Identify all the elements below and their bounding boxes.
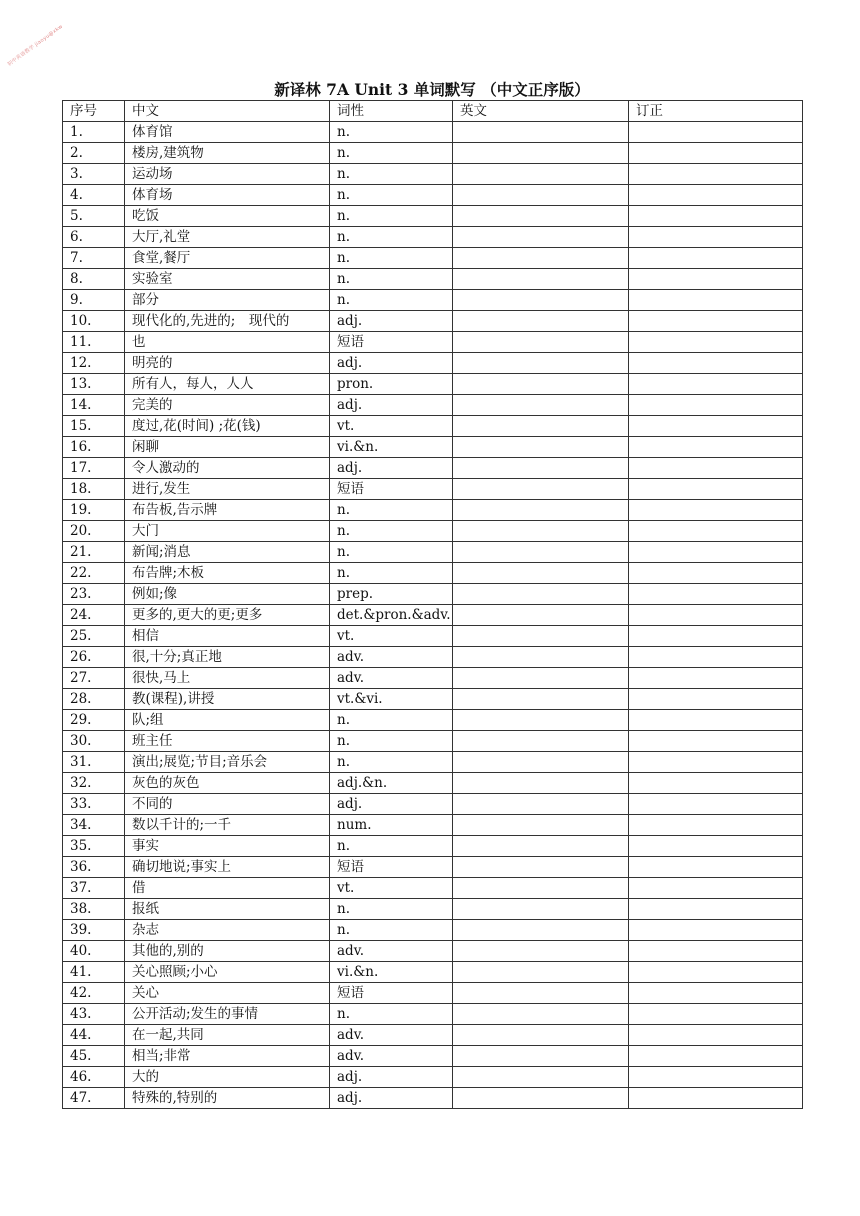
english-answer-cell[interactable] — [453, 332, 629, 353]
chinese-cell: 运动场 — [125, 164, 330, 185]
table-row — [63, 647, 803, 668]
index-cell: 13. — [63, 374, 125, 395]
chinese-cell: 度过,花(时间) ;花(钱) — [125, 416, 330, 437]
chinese-cell: 所有人，每人，人人 — [125, 374, 330, 395]
english-answer-cell[interactable] — [453, 1004, 629, 1025]
index-cell: 2. — [63, 143, 125, 164]
index-cell: 36. — [63, 857, 125, 878]
chinese-cell: 部分 — [125, 290, 330, 311]
part-of-speech-cell: n. — [330, 521, 453, 542]
english-answer-cell[interactable] — [453, 752, 629, 773]
correction-cell[interactable] — [629, 332, 803, 353]
index-cell: 3. — [63, 164, 125, 185]
chinese-cell: 相当;非常 — [125, 1046, 330, 1067]
part-of-speech-cell: n. — [330, 731, 453, 752]
english-answer-cell[interactable] — [453, 983, 629, 1004]
table-row — [63, 437, 803, 458]
page-title: 新译林 7A Unit 3 单词默写 （中文正序版） — [274, 80, 590, 99]
english-answer-cell[interactable] — [453, 1025, 629, 1046]
index-cell: 35. — [63, 836, 125, 857]
correction-cell[interactable] — [629, 584, 803, 605]
index-cell: 25. — [63, 626, 125, 647]
table-row — [63, 773, 803, 794]
index-cell: 6. — [63, 227, 125, 248]
index-cell: 41. — [63, 962, 125, 983]
english-answer-cell[interactable] — [453, 710, 629, 731]
part-of-speech-cell: vt. — [330, 878, 453, 899]
part-of-speech-cell: n. — [330, 710, 453, 731]
table-row — [63, 248, 803, 269]
table-row — [63, 857, 803, 878]
table-row — [63, 815, 803, 836]
table-row — [63, 626, 803, 647]
part-of-speech-cell: 短语 — [330, 332, 453, 353]
chinese-cell: 闲聊 — [125, 437, 330, 458]
table-row — [63, 1004, 803, 1025]
correction-cell[interactable] — [629, 815, 803, 836]
correction-cell[interactable] — [629, 773, 803, 794]
part-of-speech-cell: vt. — [330, 626, 453, 647]
index-cell: 12. — [63, 353, 125, 374]
english-answer-cell[interactable] — [453, 899, 629, 920]
correction-cell[interactable] — [629, 1046, 803, 1067]
chinese-cell: 例如;像 — [125, 584, 330, 605]
chinese-cell: 教(课程),讲授 — [125, 689, 330, 710]
part-of-speech-cell: n. — [330, 269, 453, 290]
chinese-cell: 队;组 — [125, 710, 330, 731]
part-of-speech-cell: adj.&n. — [330, 773, 453, 794]
correction-cell[interactable] — [629, 269, 803, 290]
index-cell: 22. — [63, 563, 125, 584]
correction-cell[interactable] — [629, 647, 803, 668]
chinese-cell: 在一起,共同 — [125, 1025, 330, 1046]
english-answer-cell[interactable] — [453, 815, 629, 836]
chinese-cell: 体育馆 — [125, 122, 330, 143]
table-row — [63, 752, 803, 773]
index-cell: 15. — [63, 416, 125, 437]
correction-cell[interactable] — [629, 437, 803, 458]
english-answer-cell[interactable] — [453, 164, 629, 185]
chinese-cell: 体育场 — [125, 185, 330, 206]
chinese-cell: 演出;展览;节目;音乐会 — [125, 752, 330, 773]
correction-cell[interactable] — [629, 794, 803, 815]
part-of-speech-cell: pron. — [330, 374, 453, 395]
chinese-cell: 杂志 — [125, 920, 330, 941]
english-answer-cell[interactable] — [453, 521, 629, 542]
correction-cell[interactable] — [629, 542, 803, 563]
correction-cell[interactable] — [629, 1004, 803, 1025]
part-of-speech-cell: adj. — [330, 353, 453, 374]
header-chinese: 中文 — [125, 101, 330, 122]
english-answer-cell[interactable] — [453, 416, 629, 437]
correction-cell[interactable] — [629, 164, 803, 185]
correction-cell[interactable] — [629, 227, 803, 248]
index-cell: 1. — [63, 122, 125, 143]
index-cell: 37. — [63, 878, 125, 899]
chinese-cell: 大厅,礼堂 — [125, 227, 330, 248]
table-row — [63, 941, 803, 962]
chinese-cell: 灰色的灰色 — [125, 773, 330, 794]
table-row — [63, 878, 803, 899]
index-cell: 33. — [63, 794, 125, 815]
correction-cell[interactable] — [629, 479, 803, 500]
english-answer-cell[interactable] — [453, 689, 629, 710]
correction-cell[interactable] — [629, 185, 803, 206]
correction-cell[interactable] — [629, 563, 803, 584]
correction-cell[interactable] — [629, 353, 803, 374]
english-answer-cell[interactable] — [453, 1046, 629, 1067]
part-of-speech-cell: adv. — [330, 647, 453, 668]
part-of-speech-cell: n. — [330, 752, 453, 773]
index-cell: 11. — [63, 332, 125, 353]
table-row — [63, 689, 803, 710]
table-row — [63, 458, 803, 479]
index-cell: 19. — [63, 500, 125, 521]
english-answer-cell[interactable] — [453, 794, 629, 815]
index-cell: 47. — [63, 1088, 125, 1109]
index-cell: 31. — [63, 752, 125, 773]
index-cell: 40. — [63, 941, 125, 962]
part-of-speech-cell: n. — [330, 143, 453, 164]
english-answer-cell[interactable] — [453, 605, 629, 626]
english-answer-cell[interactable] — [453, 185, 629, 206]
chinese-cell: 很,十分;真正地 — [125, 647, 330, 668]
table-row — [63, 563, 803, 584]
chinese-cell: 特殊的,特别的 — [125, 1088, 330, 1109]
part-of-speech-cell: n. — [330, 500, 453, 521]
table-row — [63, 395, 803, 416]
table-row — [63, 269, 803, 290]
part-of-speech-cell: vt. — [330, 416, 453, 437]
part-of-speech-cell: adj. — [330, 1088, 453, 1109]
correction-cell[interactable] — [629, 122, 803, 143]
english-answer-cell[interactable] — [453, 731, 629, 752]
part-of-speech-cell: n. — [330, 1004, 453, 1025]
chinese-cell: 相信 — [125, 626, 330, 647]
index-cell: 42. — [63, 983, 125, 1004]
table-row — [63, 731, 803, 752]
english-answer-cell[interactable] — [453, 920, 629, 941]
english-answer-cell[interactable] — [453, 227, 629, 248]
table-row — [63, 353, 803, 374]
english-answer-cell[interactable] — [453, 353, 629, 374]
index-cell: 38. — [63, 899, 125, 920]
index-cell: 30. — [63, 731, 125, 752]
english-answer-cell[interactable] — [453, 269, 629, 290]
index-cell: 23. — [63, 584, 125, 605]
part-of-speech-cell: n. — [330, 290, 453, 311]
chinese-cell: 新闻;消息 — [125, 542, 330, 563]
chinese-cell: 进行,发生 — [125, 479, 330, 500]
chinese-cell: 很快,马上 — [125, 668, 330, 689]
english-answer-cell[interactable] — [453, 1088, 629, 1109]
table-row — [63, 1025, 803, 1046]
correction-cell[interactable] — [629, 878, 803, 899]
part-of-speech-cell: num. — [330, 815, 453, 836]
correction-cell[interactable] — [629, 206, 803, 227]
english-answer-cell[interactable] — [453, 542, 629, 563]
correction-cell[interactable] — [629, 920, 803, 941]
part-of-speech-cell: n. — [330, 836, 453, 857]
part-of-speech-cell: n. — [330, 122, 453, 143]
part-of-speech-cell: n. — [330, 563, 453, 584]
english-answer-cell[interactable] — [453, 290, 629, 311]
correction-cell[interactable] — [629, 248, 803, 269]
index-cell: 16. — [63, 437, 125, 458]
chinese-cell: 布告牌;木板 — [125, 563, 330, 584]
chinese-cell: 实验室 — [125, 269, 330, 290]
correction-cell[interactable] — [629, 668, 803, 689]
index-cell: 46. — [63, 1067, 125, 1088]
chinese-cell: 布告板,告示牌 — [125, 500, 330, 521]
part-of-speech-cell: vt.&vi. — [330, 689, 453, 710]
index-cell: 4. — [63, 185, 125, 206]
chinese-cell: 借 — [125, 878, 330, 899]
header-english: 英文 — [453, 101, 629, 122]
table-row — [63, 542, 803, 563]
english-answer-cell[interactable] — [453, 773, 629, 794]
part-of-speech-cell: adj. — [330, 794, 453, 815]
chinese-cell: 楼房,建筑物 — [125, 143, 330, 164]
chinese-cell: 公开活动;发生的事情 — [125, 1004, 330, 1025]
english-answer-cell[interactable] — [453, 374, 629, 395]
table-row — [63, 983, 803, 1004]
index-cell: 45. — [63, 1046, 125, 1067]
part-of-speech-cell: adv. — [330, 1025, 453, 1046]
table-row — [63, 605, 803, 626]
vocabulary-table — [62, 100, 803, 1109]
part-of-speech-cell: adj. — [330, 395, 453, 416]
table-row — [63, 962, 803, 983]
correction-cell[interactable] — [629, 941, 803, 962]
correction-cell[interactable] — [629, 857, 803, 878]
correction-cell[interactable] — [629, 374, 803, 395]
index-cell: 17. — [63, 458, 125, 479]
chinese-cell: 其他的,别的 — [125, 941, 330, 962]
index-cell: 9. — [63, 290, 125, 311]
chinese-cell: 也 — [125, 332, 330, 353]
part-of-speech-cell: adj. — [330, 311, 453, 332]
table-row — [63, 290, 803, 311]
chinese-cell: 令人激动的 — [125, 458, 330, 479]
correction-cell[interactable] — [629, 416, 803, 437]
part-of-speech-cell: 短语 — [330, 857, 453, 878]
header-part-of-speech: 词性 — [330, 101, 453, 122]
table-row — [63, 521, 803, 542]
correction-cell[interactable] — [629, 605, 803, 626]
index-cell: 34. — [63, 815, 125, 836]
table-row — [63, 227, 803, 248]
part-of-speech-cell: n. — [330, 248, 453, 269]
table-row — [63, 374, 803, 395]
english-answer-cell[interactable] — [453, 1067, 629, 1088]
part-of-speech-cell: vi.&n. — [330, 437, 453, 458]
part-of-speech-cell: det.&pron.&adv. — [330, 605, 453, 626]
table-row — [63, 920, 803, 941]
table-row — [63, 836, 803, 857]
part-of-speech-cell: n. — [330, 227, 453, 248]
index-cell: 43. — [63, 1004, 125, 1025]
table-row — [63, 164, 803, 185]
english-answer-cell[interactable] — [453, 122, 629, 143]
chinese-cell: 班主任 — [125, 731, 330, 752]
table-header-row — [63, 101, 803, 122]
watermark: 初中英语教学 jiaoyu@xkw — [6, 23, 65, 68]
chinese-cell: 确切地说;事实上 — [125, 857, 330, 878]
english-answer-cell[interactable] — [453, 857, 629, 878]
table-row — [63, 311, 803, 332]
chinese-cell: 关心照顾;小心 — [125, 962, 330, 983]
table-row — [63, 1067, 803, 1088]
part-of-speech-cell: 短语 — [330, 479, 453, 500]
index-cell: 44. — [63, 1025, 125, 1046]
index-cell: 21. — [63, 542, 125, 563]
chinese-cell: 更多的,更大的更;更多 — [125, 605, 330, 626]
index-cell: 5. — [63, 206, 125, 227]
correction-cell[interactable] — [629, 710, 803, 731]
part-of-speech-cell: n. — [330, 899, 453, 920]
index-cell: 14. — [63, 395, 125, 416]
table-row — [63, 500, 803, 521]
part-of-speech-cell: adj. — [330, 1067, 453, 1088]
english-answer-cell[interactable] — [453, 584, 629, 605]
index-cell: 8. — [63, 269, 125, 290]
chinese-cell: 现代化的,先进的; 现代的 — [125, 311, 330, 332]
correction-cell[interactable] — [629, 1025, 803, 1046]
chinese-cell: 明亮的 — [125, 353, 330, 374]
index-cell: 28. — [63, 689, 125, 710]
chinese-cell: 报纸 — [125, 899, 330, 920]
chinese-cell: 大的 — [125, 1067, 330, 1088]
english-answer-cell[interactable] — [453, 962, 629, 983]
correction-cell[interactable] — [629, 899, 803, 920]
table-row — [63, 206, 803, 227]
table-row — [63, 794, 803, 815]
table-row — [63, 1046, 803, 1067]
index-cell: 20. — [63, 521, 125, 542]
english-answer-cell[interactable] — [453, 311, 629, 332]
correction-cell[interactable] — [629, 311, 803, 332]
english-answer-cell[interactable] — [453, 878, 629, 899]
correction-cell[interactable] — [629, 458, 803, 479]
table-row — [63, 479, 803, 500]
chinese-cell: 食堂,餐厅 — [125, 248, 330, 269]
correction-cell[interactable] — [629, 500, 803, 521]
table-row — [63, 332, 803, 353]
index-cell: 32. — [63, 773, 125, 794]
part-of-speech-cell: adj. — [330, 458, 453, 479]
index-cell: 10. — [63, 311, 125, 332]
table-row — [63, 899, 803, 920]
table-row — [63, 710, 803, 731]
english-answer-cell[interactable] — [453, 941, 629, 962]
english-answer-cell[interactable] — [453, 479, 629, 500]
english-answer-cell[interactable] — [453, 458, 629, 479]
correction-cell[interactable] — [629, 1067, 803, 1088]
part-of-speech-cell: adv. — [330, 1046, 453, 1067]
chinese-cell: 事实 — [125, 836, 330, 857]
correction-cell[interactable] — [629, 290, 803, 311]
index-cell: 24. — [63, 605, 125, 626]
part-of-speech-cell: adv. — [330, 941, 453, 962]
part-of-speech-cell: n. — [330, 920, 453, 941]
part-of-speech-cell: 短语 — [330, 983, 453, 1004]
correction-cell[interactable] — [629, 836, 803, 857]
chinese-cell: 吃饭 — [125, 206, 330, 227]
part-of-speech-cell: n. — [330, 185, 453, 206]
correction-cell[interactable] — [629, 143, 803, 164]
table-row — [63, 122, 803, 143]
english-answer-cell[interactable] — [453, 647, 629, 668]
part-of-speech-cell: n. — [330, 206, 453, 227]
table-row — [63, 1088, 803, 1109]
english-answer-cell[interactable] — [453, 500, 629, 521]
english-answer-cell[interactable] — [453, 563, 629, 584]
chinese-cell: 完美的 — [125, 395, 330, 416]
chinese-cell: 大门 — [125, 521, 330, 542]
table-row — [63, 416, 803, 437]
english-answer-cell[interactable] — [453, 248, 629, 269]
correction-cell[interactable] — [629, 395, 803, 416]
header-correction: 订正 — [629, 101, 803, 122]
table-row — [63, 584, 803, 605]
english-answer-cell[interactable] — [453, 206, 629, 227]
index-cell: 18. — [63, 479, 125, 500]
header-index: 序号 — [63, 101, 125, 122]
index-cell: 39. — [63, 920, 125, 941]
part-of-speech-cell: vi.&n. — [330, 962, 453, 983]
index-cell: 7. — [63, 248, 125, 269]
index-cell: 26. — [63, 647, 125, 668]
correction-cell[interactable] — [629, 521, 803, 542]
correction-cell[interactable] — [629, 752, 803, 773]
english-answer-cell[interactable] — [453, 143, 629, 164]
correction-cell[interactable] — [629, 983, 803, 1004]
chinese-cell: 关心 — [125, 983, 330, 1004]
part-of-speech-cell: adv. — [330, 668, 453, 689]
correction-cell[interactable] — [629, 962, 803, 983]
table-row — [63, 668, 803, 689]
table-row — [63, 143, 803, 164]
part-of-speech-cell: n. — [330, 164, 453, 185]
english-answer-cell[interactable] — [453, 836, 629, 857]
correction-cell[interactable] — [629, 1088, 803, 1109]
english-answer-cell[interactable] — [453, 668, 629, 689]
correction-cell[interactable] — [629, 626, 803, 647]
part-of-speech-cell: prep. — [330, 584, 453, 605]
index-cell: 29. — [63, 710, 125, 731]
english-answer-cell[interactable] — [453, 395, 629, 416]
english-answer-cell[interactable] — [453, 626, 629, 647]
part-of-speech-cell: n. — [330, 542, 453, 563]
table-row — [63, 185, 803, 206]
correction-cell[interactable] — [629, 689, 803, 710]
english-answer-cell[interactable] — [453, 437, 629, 458]
chinese-cell: 不同的 — [125, 794, 330, 815]
index-cell: 27. — [63, 668, 125, 689]
chinese-cell: 数以千计的;一千 — [125, 815, 330, 836]
correction-cell[interactable] — [629, 731, 803, 752]
